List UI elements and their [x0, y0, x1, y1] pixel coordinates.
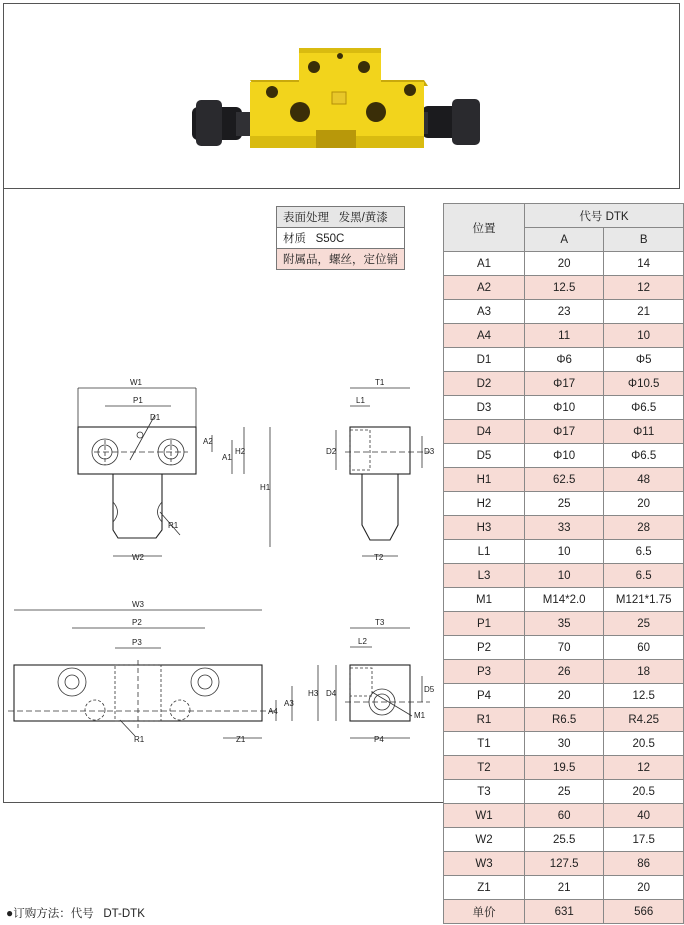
rail-side-view: [336, 628, 430, 738]
table-row: [444, 396, 684, 420]
dim-label-a4: A4: [268, 707, 278, 716]
table-row: [444, 564, 684, 588]
dim-label-r1: R1: [168, 521, 179, 530]
table-row: [444, 852, 684, 876]
spec-value: 发黑/黄漆: [338, 212, 388, 224]
row-value-a: R6.5: [524, 708, 603, 732]
spec-row-accessories: [277, 249, 405, 270]
row-position: W1: [444, 804, 525, 828]
row-value-a: Φ10: [524, 444, 603, 468]
row-value-b: 12: [604, 756, 684, 780]
table-row: [444, 540, 684, 564]
dim-label-p3: P3: [132, 638, 142, 647]
dim-label-t1: T1: [375, 378, 385, 387]
dim-label-h2: H2: [235, 447, 246, 456]
spec-table: [276, 206, 405, 270]
dim-label-m1: M1: [414, 711, 426, 720]
table-row: [444, 708, 684, 732]
row-value-a: 127.5: [524, 852, 603, 876]
row-position: Z1: [444, 876, 525, 900]
row-value-b: 566: [604, 900, 684, 924]
left-fitting: [192, 100, 252, 146]
row-value-a: 33: [524, 516, 603, 540]
row-value-b: 48: [604, 468, 684, 492]
table-row: [444, 732, 684, 756]
engineering-drawing: [0, 360, 444, 760]
row-value-b: 20: [604, 492, 684, 516]
product-photo-frame: [3, 3, 680, 189]
row-value-a: 25: [524, 492, 603, 516]
dim-label-l2: L2: [358, 637, 367, 646]
row-value-b: M121*1.75: [604, 588, 684, 612]
table-row: [444, 276, 684, 300]
row-value-b: 86: [604, 852, 684, 876]
dim-label-h3: H3: [308, 689, 319, 698]
table-row: [444, 420, 684, 444]
row-position: A2: [444, 276, 525, 300]
table-row: [444, 372, 684, 396]
table-row: [444, 324, 684, 348]
row-position: T2: [444, 756, 525, 780]
order-method: [6, 905, 145, 921]
row-value-b: R4.25: [604, 708, 684, 732]
row-value-a: Φ17: [524, 372, 603, 396]
dim-label-d1: D1: [150, 413, 161, 422]
table-row: [444, 660, 684, 684]
row-value-a: 25.5: [524, 828, 603, 852]
dim-label-d2: D2: [326, 447, 337, 456]
spec-value: S50C: [315, 233, 345, 245]
row-value-b: 12.5: [604, 684, 684, 708]
row-position: R1: [444, 708, 525, 732]
dim-label-r1-rail: R1: [134, 735, 145, 744]
row-position: L3: [444, 564, 525, 588]
row-value-a: 11: [524, 324, 603, 348]
row-value-a: 20: [524, 252, 603, 276]
spec-row-surface: [277, 207, 405, 228]
row-position: H1: [444, 468, 525, 492]
row-value-a: Φ17: [524, 420, 603, 444]
order-code: DT-DTK: [103, 908, 145, 920]
table-row: [444, 780, 684, 804]
row-position: W3: [444, 852, 525, 876]
row-position: T1: [444, 732, 525, 756]
dim-label-h1: H1: [260, 483, 271, 492]
header-col-b: B: [604, 228, 684, 252]
dim-label-a3: A3: [284, 699, 294, 708]
table-row: [444, 252, 684, 276]
row-value-a: 26: [524, 660, 603, 684]
dim-label-w3: W3: [132, 600, 144, 609]
row-value-b: Φ6.5: [604, 444, 684, 468]
row-value-a: 30: [524, 732, 603, 756]
row-position: D3: [444, 396, 525, 420]
row-position: A3: [444, 300, 525, 324]
table-row: [444, 516, 684, 540]
row-value-b: 18: [604, 660, 684, 684]
dim-label-l1: L1: [356, 396, 365, 405]
product-photo: [4, 4, 681, 190]
table-row: [444, 636, 684, 660]
table-row: [444, 756, 684, 780]
row-position: A1: [444, 252, 525, 276]
row-value-a: Φ10: [524, 396, 603, 420]
dim-label-p1: P1: [133, 396, 143, 405]
row-value-b: 25: [604, 612, 684, 636]
row-value-b: Φ5: [604, 348, 684, 372]
dim-label-z1: Z1: [236, 735, 246, 744]
bullet-icon: ●: [6, 906, 14, 920]
row-position: W2: [444, 828, 525, 852]
row-value-b: Φ11: [604, 420, 684, 444]
table-row: [444, 684, 684, 708]
dimension-table: [443, 203, 684, 924]
row-value-b: Φ10.5: [604, 372, 684, 396]
row-position: D4: [444, 420, 525, 444]
row-value-b: 14: [604, 252, 684, 276]
front-view: [78, 388, 270, 556]
spec-label: 附属品，螺丝，定位销: [283, 254, 398, 266]
row-value-b: 20: [604, 876, 684, 900]
row-value-b: 20.5: [604, 732, 684, 756]
spec-row-material: [277, 228, 405, 249]
dim-label-d5: D5: [424, 685, 435, 694]
dim-label-w1: W1: [130, 378, 142, 387]
rail-front-view: [8, 610, 318, 738]
dim-label-d4: D4: [326, 689, 337, 698]
row-value-a: 631: [524, 900, 603, 924]
row-value-a: 21: [524, 876, 603, 900]
table-row: [444, 588, 684, 612]
row-value-a: Φ6: [524, 348, 603, 372]
dimension-table-body: [444, 252, 684, 924]
order-label: 订购方法：代号: [13, 908, 94, 920]
row-position: P2: [444, 636, 525, 660]
row-value-b: 10: [604, 324, 684, 348]
spec-label: 材质: [283, 233, 306, 245]
row-position: P1: [444, 612, 525, 636]
row-position: D2: [444, 372, 525, 396]
table-row: [444, 876, 684, 900]
row-value-b: 60: [604, 636, 684, 660]
row-position: L1: [444, 540, 525, 564]
table-row: [444, 492, 684, 516]
table-row: [444, 900, 684, 924]
row-value-b: 12: [604, 276, 684, 300]
row-value-a: 35: [524, 612, 603, 636]
row-value-a: 60: [524, 804, 603, 828]
header-col-a: A: [524, 228, 603, 252]
row-position: M1: [444, 588, 525, 612]
row-position: H3: [444, 516, 525, 540]
dim-label-w2: W2: [132, 553, 144, 562]
table-row: [444, 804, 684, 828]
row-value-a: 70: [524, 636, 603, 660]
row-value-a: 19.5: [524, 756, 603, 780]
row-position: P4: [444, 684, 525, 708]
header-position: 位置: [444, 204, 525, 252]
row-value-b: 17.5: [604, 828, 684, 852]
row-value-a: 62.5: [524, 468, 603, 492]
row-value-a: 12.5: [524, 276, 603, 300]
dim-label-p4: P4: [374, 735, 384, 744]
row-value-b: 21: [604, 300, 684, 324]
row-position: 单价: [444, 900, 525, 924]
row-value-a: 10: [524, 564, 603, 588]
row-value-b: 40: [604, 804, 684, 828]
row-position: H2: [444, 492, 525, 516]
header-code: 代号 DTK: [524, 204, 683, 228]
table-row: [444, 612, 684, 636]
row-value-b: 6.5: [604, 564, 684, 588]
dim-label-a1: A1: [222, 453, 232, 462]
row-position: A4: [444, 324, 525, 348]
dim-label-a2: A2: [203, 437, 213, 446]
row-value-a: 25: [524, 780, 603, 804]
row-value-b: 20.5: [604, 780, 684, 804]
row-value-a: 20: [524, 684, 603, 708]
table-row: [444, 300, 684, 324]
row-position: P3: [444, 660, 525, 684]
row-position: D5: [444, 444, 525, 468]
dim-label-p2: P2: [132, 618, 142, 627]
row-position: T3: [444, 780, 525, 804]
yellow-block: [250, 48, 428, 148]
row-value-a: M14*2.0: [524, 588, 603, 612]
dim-label-t3: T3: [375, 618, 385, 627]
table-row: [444, 468, 684, 492]
table-row: [444, 444, 684, 468]
row-position: D1: [444, 348, 525, 372]
dim-label-t2: T2: [374, 553, 384, 562]
spec-label: 表面处理: [283, 212, 329, 224]
table-row: [444, 828, 684, 852]
row-value-b: 6.5: [604, 540, 684, 564]
row-value-a: 23: [524, 300, 603, 324]
row-value-b: Φ6.5: [604, 396, 684, 420]
row-value-a: 10: [524, 540, 603, 564]
side-view: [336, 388, 430, 556]
table-row: [444, 348, 684, 372]
dim-label-d3: D3: [424, 447, 435, 456]
row-value-b: 28: [604, 516, 684, 540]
